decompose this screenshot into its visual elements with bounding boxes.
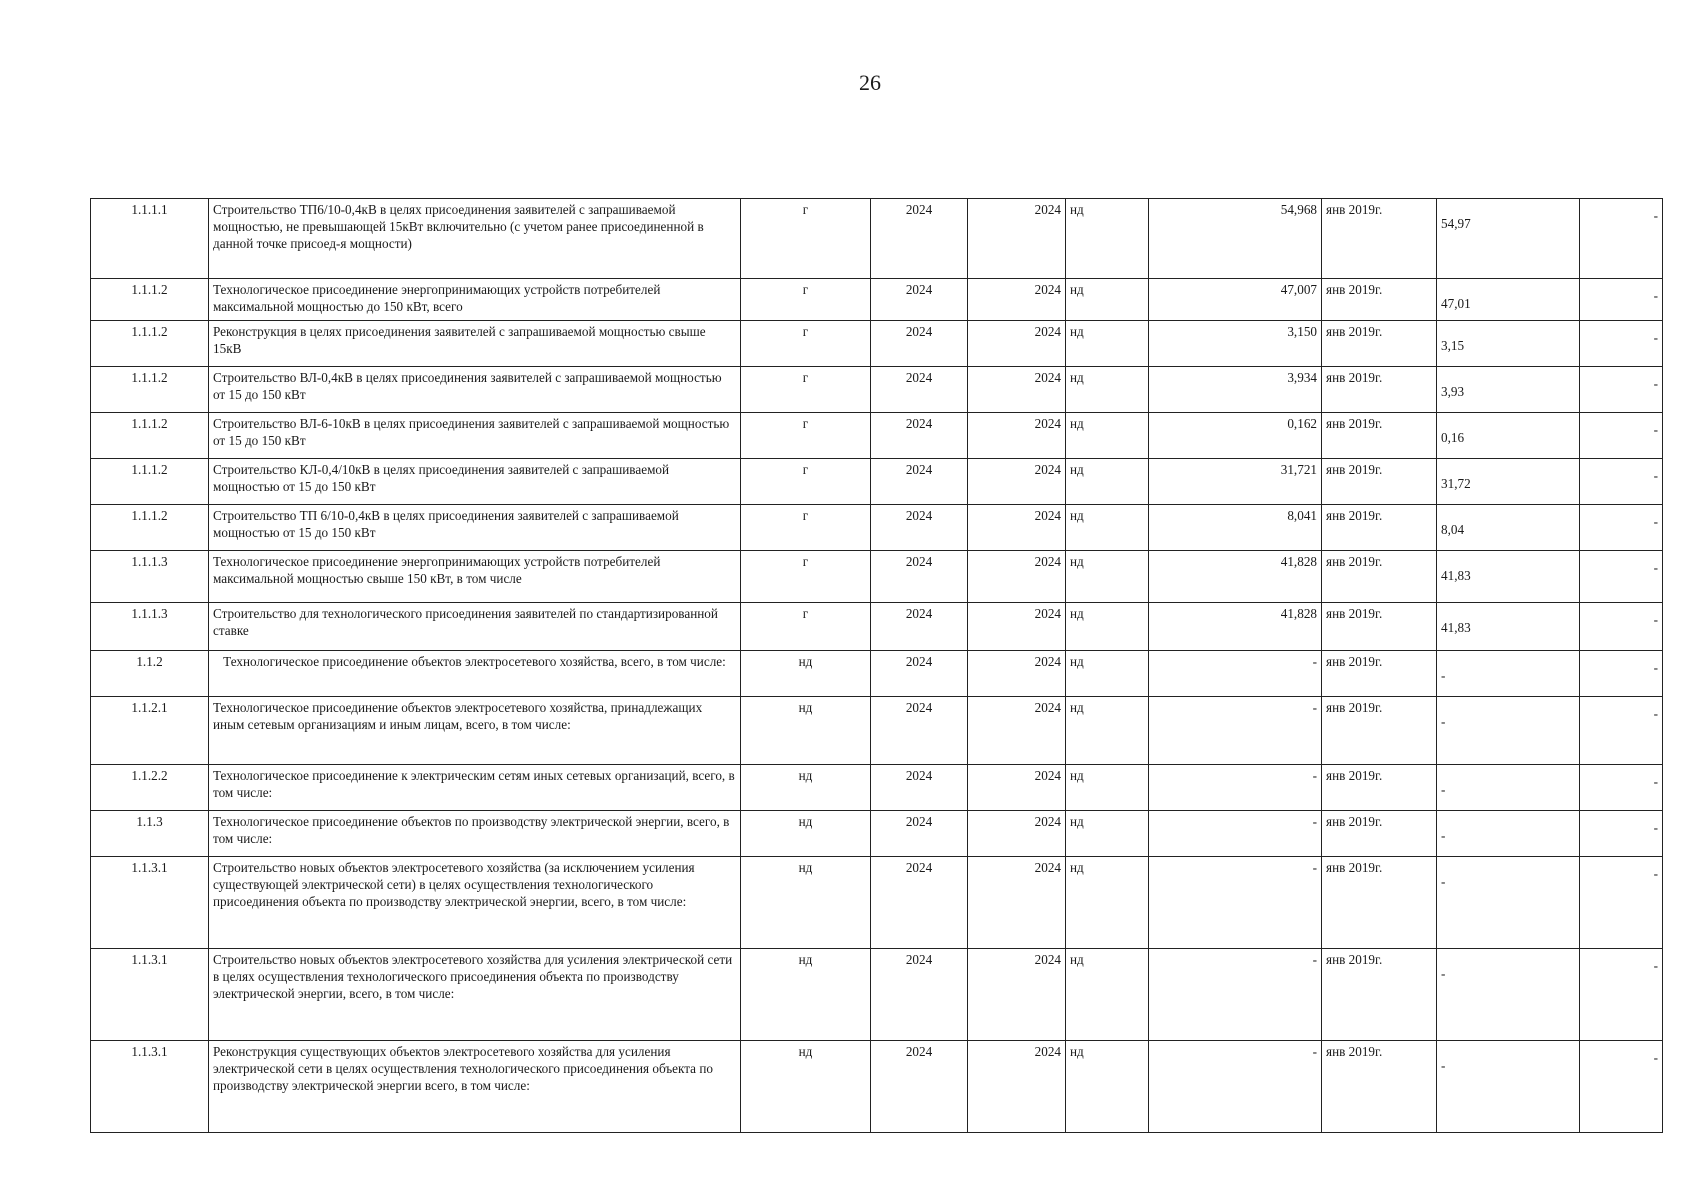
row-value: - <box>1149 697 1322 765</box>
row-date: янв 2019г. <box>1322 765 1437 811</box>
row-last <box>1580 321 1663 367</box>
table-row <box>91 603 1663 651</box>
row-value-2 <box>1437 367 1580 413</box>
row-last <box>1580 551 1663 603</box>
row-source: нд <box>1066 651 1149 697</box>
row-value-2-text: - <box>1441 782 1446 797</box>
row-year-end: 2024 <box>968 321 1066 367</box>
table-body <box>91 199 1663 1133</box>
row-value-2-text: 3,93 <box>1441 384 1465 399</box>
row-value: 41,828 <box>1149 551 1322 603</box>
row-code: 1.1.1.2 <box>91 459 209 505</box>
table-row <box>91 505 1663 551</box>
row-name: Строительство ВЛ-6-10кВ в целях присоединения заявителей с запрашиваемой мощностью от 15 до 150 кВт <box>209 413 741 459</box>
row-last-text: - <box>1653 376 1658 391</box>
row-last <box>1580 765 1663 811</box>
row-last-text: - <box>1653 288 1658 303</box>
row-value-2 <box>1437 321 1580 367</box>
row-last-text: - <box>1653 612 1658 627</box>
row-value-2-text: 8,04 <box>1441 522 1465 537</box>
row-value-2 <box>1437 697 1580 765</box>
row-year-start: 2024 <box>871 697 968 765</box>
table-row <box>91 199 1663 279</box>
row-value: 0,162 <box>1149 413 1322 459</box>
row-year-end: 2024 <box>968 551 1066 603</box>
table-row <box>91 949 1663 1041</box>
row-unit: нд <box>741 651 871 697</box>
row-value-2-text: - <box>1441 828 1446 843</box>
row-code: 1.1.1.2 <box>91 505 209 551</box>
row-date: янв 2019г. <box>1322 199 1437 279</box>
row-date: янв 2019г. <box>1322 321 1437 367</box>
row-name: Строительство КЛ-0,4/10кВ в целях присоединения заявителей с запрашиваемой мощностью от 15 до 150 кВт <box>209 459 741 505</box>
row-year-end: 2024 <box>968 765 1066 811</box>
row-last <box>1580 1041 1663 1133</box>
table-row <box>91 765 1663 811</box>
row-year-end: 2024 <box>968 413 1066 459</box>
row-code: 1.1.3.1 <box>91 1041 209 1133</box>
row-value-2 <box>1437 279 1580 321</box>
row-code: 1.1.1.2 <box>91 413 209 459</box>
row-source: нд <box>1066 811 1149 857</box>
table-row <box>91 551 1663 603</box>
row-name: Технологическое присоединение энергопринимающих устройств потребителей максимальной мощностью до 150 кВт, всего <box>209 279 741 321</box>
row-value-2-text: 41,83 <box>1441 568 1471 583</box>
row-source: нд <box>1066 1041 1149 1133</box>
row-last-text: - <box>1653 958 1658 973</box>
row-code: 1.1.2 <box>91 651 209 697</box>
row-value: 3,150 <box>1149 321 1322 367</box>
row-unit: г <box>741 321 871 367</box>
row-date: янв 2019г. <box>1322 949 1437 1041</box>
row-unit: нд <box>741 811 871 857</box>
row-year-start: 2024 <box>871 603 968 651</box>
row-name: Технологическое присоединение объектов электросетевого хозяйства, всего, в том числе: <box>209 651 741 697</box>
row-year-start: 2024 <box>871 367 968 413</box>
row-year-start: 2024 <box>871 1041 968 1133</box>
row-last-text: - <box>1653 468 1658 483</box>
row-year-start: 2024 <box>871 199 968 279</box>
row-value-2-text: - <box>1441 714 1446 729</box>
row-source: нд <box>1066 413 1149 459</box>
row-value: 31,721 <box>1149 459 1322 505</box>
row-year-end: 2024 <box>968 199 1066 279</box>
row-date: янв 2019г. <box>1322 697 1437 765</box>
row-value-2 <box>1437 603 1580 651</box>
row-year-start: 2024 <box>871 505 968 551</box>
row-code: 1.1.3 <box>91 811 209 857</box>
row-value-2 <box>1437 765 1580 811</box>
row-value-2 <box>1437 1041 1580 1133</box>
row-value-2-text: - <box>1441 668 1446 683</box>
row-year-end: 2024 <box>968 459 1066 505</box>
row-value: 47,007 <box>1149 279 1322 321</box>
row-source: нд <box>1066 199 1149 279</box>
row-value-2 <box>1437 811 1580 857</box>
row-unit: г <box>741 459 871 505</box>
row-unit: г <box>741 505 871 551</box>
row-year-end: 2024 <box>968 367 1066 413</box>
row-value: 41,828 <box>1149 603 1322 651</box>
table-row <box>91 651 1663 697</box>
row-last-text: - <box>1653 660 1658 675</box>
row-year-start: 2024 <box>871 949 968 1041</box>
row-year-start: 2024 <box>871 459 968 505</box>
row-name: Технологическое присоединение к электрическим сетям иных сетевых организаций, всего, в том числе: <box>209 765 741 811</box>
row-year-start: 2024 <box>871 811 968 857</box>
row-year-start: 2024 <box>871 279 968 321</box>
row-year-start: 2024 <box>871 413 968 459</box>
row-value-2-text: 41,83 <box>1441 620 1471 635</box>
row-name: Реконструкция существующих объектов электросетевого хозяйства для усиления электрической сети в целях осуществления технологического присоединения объекта по производству электрической энергии всего, в том числе: <box>209 1041 741 1133</box>
row-value-2 <box>1437 949 1580 1041</box>
row-value-2-text: 0,16 <box>1441 430 1465 445</box>
row-name: Технологическое присоединение энергопринимающих устройств потребителей максимальной мощностью свыше 150 кВт, в том числе <box>209 551 741 603</box>
table-row <box>91 321 1663 367</box>
row-last <box>1580 651 1663 697</box>
row-value-2 <box>1437 651 1580 697</box>
row-value-2 <box>1437 459 1580 505</box>
row-source: нд <box>1066 857 1149 949</box>
row-year-end: 2024 <box>968 949 1066 1041</box>
row-year-end: 2024 <box>968 603 1066 651</box>
row-value-2-text: - <box>1441 1058 1446 1073</box>
row-date: янв 2019г. <box>1322 603 1437 651</box>
row-last-text: - <box>1653 820 1658 835</box>
investment-table <box>90 198 1663 1133</box>
row-last-text: - <box>1653 208 1658 223</box>
row-code: 1.1.2.2 <box>91 765 209 811</box>
row-code: 1.1.1.2 <box>91 367 209 413</box>
row-date: янв 2019г. <box>1322 459 1437 505</box>
row-value: - <box>1149 857 1322 949</box>
row-code: 1.1.1.1 <box>91 199 209 279</box>
row-date: янв 2019г. <box>1322 1041 1437 1133</box>
row-year-end: 2024 <box>968 1041 1066 1133</box>
row-last-text: - <box>1653 560 1658 575</box>
row-last <box>1580 413 1663 459</box>
row-source: нд <box>1066 367 1149 413</box>
row-date: янв 2019г. <box>1322 413 1437 459</box>
row-source: нд <box>1066 551 1149 603</box>
row-date: янв 2019г. <box>1322 279 1437 321</box>
row-code: 1.1.3.1 <box>91 949 209 1041</box>
row-value-2 <box>1437 199 1580 279</box>
row-unit: нд <box>741 949 871 1041</box>
table-row <box>91 1041 1663 1133</box>
table-row <box>91 367 1663 413</box>
row-date: янв 2019г. <box>1322 505 1437 551</box>
row-last <box>1580 949 1663 1041</box>
row-name: Строительство новых объектов электросетевого хозяйства для усиления электрической сети в целях осуществления технологического присоединения объекта по производству электрической энергии, всего, в том числе: <box>209 949 741 1041</box>
row-unit: г <box>741 413 871 459</box>
row-year-end: 2024 <box>968 811 1066 857</box>
row-name: Реконструкция в целях присоединения заявителей с запрашиваемой мощностью свыше 15кВ <box>209 321 741 367</box>
table-row <box>91 697 1663 765</box>
row-last-text: - <box>1653 422 1658 437</box>
row-value: 3,934 <box>1149 367 1322 413</box>
row-year-start: 2024 <box>871 321 968 367</box>
row-value-2-text: 31,72 <box>1441 476 1471 491</box>
table-row <box>91 279 1663 321</box>
row-last-text: - <box>1653 514 1658 529</box>
row-last-text: - <box>1653 774 1658 789</box>
row-last <box>1580 811 1663 857</box>
row-value: - <box>1149 811 1322 857</box>
row-year-end: 2024 <box>968 279 1066 321</box>
row-date: янв 2019г. <box>1322 651 1437 697</box>
row-value-2-text: 54,97 <box>1441 216 1471 231</box>
row-source: нд <box>1066 949 1149 1041</box>
row-code: 1.1.2.1 <box>91 697 209 765</box>
row-source: нд <box>1066 279 1149 321</box>
row-unit: г <box>741 199 871 279</box>
row-name: Строительство ТП 6/10-0,4кВ в целях присоединения заявителей с запрашиваемой мощностью от 15 до 150 кВт <box>209 505 741 551</box>
row-name: Технологическое присоединение объектов по производству электрической энергии, всего, в том числе: <box>209 811 741 857</box>
row-unit: г <box>741 279 871 321</box>
row-value: - <box>1149 765 1322 811</box>
row-year-start: 2024 <box>871 765 968 811</box>
row-name: Строительство ТП6/10-0,4кВ в целях присоединения заявителей с запрашиваемой мощностью, не превышающей 15кВт включительно (с учетом ранее присоединенной в данной точке присоед-я мощности) <box>209 199 741 279</box>
row-code: 1.1.1.2 <box>91 321 209 367</box>
row-unit: г <box>741 367 871 413</box>
row-last <box>1580 505 1663 551</box>
row-last-text: - <box>1653 330 1658 345</box>
row-value-2 <box>1437 413 1580 459</box>
row-year-end: 2024 <box>968 697 1066 765</box>
row-last <box>1580 367 1663 413</box>
row-last-text: - <box>1653 1050 1658 1065</box>
row-value: - <box>1149 1041 1322 1133</box>
row-last <box>1580 857 1663 949</box>
row-last <box>1580 603 1663 651</box>
table-row <box>91 857 1663 949</box>
page-number: 26 <box>859 70 881 95</box>
row-code: 1.1.3.1 <box>91 857 209 949</box>
row-value-2-text: 47,01 <box>1441 296 1471 311</box>
row-unit: нд <box>741 1041 871 1133</box>
table-row <box>91 459 1663 505</box>
row-unit: нд <box>741 765 871 811</box>
table-row <box>91 413 1663 459</box>
row-name: Строительство для технологического присоединения заявителей по стандартизированной ставке <box>209 603 741 651</box>
row-source: нд <box>1066 459 1149 505</box>
row-year-start: 2024 <box>871 551 968 603</box>
row-value: - <box>1149 949 1322 1041</box>
row-year-end: 2024 <box>968 857 1066 949</box>
row-code: 1.1.1.3 <box>91 603 209 651</box>
row-last <box>1580 199 1663 279</box>
row-source: нд <box>1066 765 1149 811</box>
row-unit: нд <box>741 857 871 949</box>
row-value-2-text: - <box>1441 874 1446 889</box>
row-value-2-text: 3,15 <box>1441 338 1465 353</box>
row-name: Технологическое присоединение объектов электросетевого хозяйства, принадлежащих иным сетевым организациям и иным лицам, всего, в том числе: <box>209 697 741 765</box>
row-value-2 <box>1437 551 1580 603</box>
row-year-start: 2024 <box>871 651 968 697</box>
row-last <box>1580 697 1663 765</box>
row-date: янв 2019г. <box>1322 857 1437 949</box>
row-last <box>1580 279 1663 321</box>
row-name: Строительство новых объектов электросетевого хозяйства (за исключением усиления существующей электрической сети) в целях осуществления технологического присоединения объекта по производству электрической энергии, всего, в том числе: <box>209 857 741 949</box>
row-source: нд <box>1066 505 1149 551</box>
row-name: Строительство ВЛ-0,4кВ в целях присоединения заявителей с запрашиваемой мощностью от 15 до 150 кВт <box>209 367 741 413</box>
row-year-start: 2024 <box>871 857 968 949</box>
row-value-2 <box>1437 857 1580 949</box>
table-row <box>91 811 1663 857</box>
row-year-end: 2024 <box>968 505 1066 551</box>
row-date: янв 2019г. <box>1322 367 1437 413</box>
row-value-2 <box>1437 505 1580 551</box>
row-value-2-text: - <box>1441 966 1446 981</box>
row-code: 1.1.1.3 <box>91 551 209 603</box>
row-last-text: - <box>1653 706 1658 721</box>
row-source: нд <box>1066 697 1149 765</box>
row-value: - <box>1149 651 1322 697</box>
row-code: 1.1.1.2 <box>91 279 209 321</box>
row-date: янв 2019г. <box>1322 551 1437 603</box>
row-unit: г <box>741 551 871 603</box>
row-unit: нд <box>741 697 871 765</box>
row-value: 54,968 <box>1149 199 1322 279</box>
row-value: 8,041 <box>1149 505 1322 551</box>
row-source: нд <box>1066 321 1149 367</box>
row-year-end: 2024 <box>968 651 1066 697</box>
row-source: нд <box>1066 603 1149 651</box>
row-unit: г <box>741 603 871 651</box>
row-date: янв 2019г. <box>1322 811 1437 857</box>
row-last-text: - <box>1653 866 1658 881</box>
row-last <box>1580 459 1663 505</box>
